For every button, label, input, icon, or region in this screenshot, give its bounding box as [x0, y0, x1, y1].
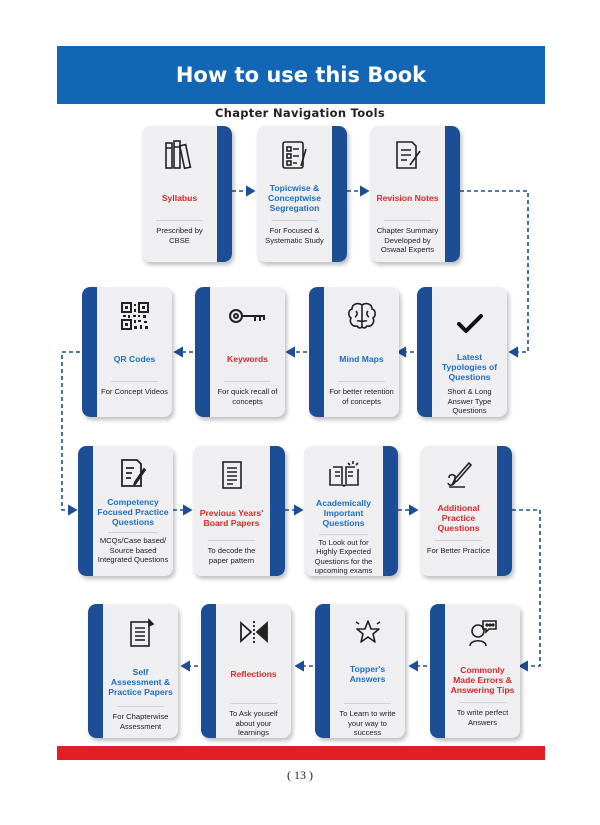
books-icon: [160, 138, 200, 172]
card-title: Latest Typologies of Questions: [441, 352, 498, 382]
card-keywords: [195, 287, 285, 417]
card-title: Academically Important Questions: [316, 498, 371, 529]
card-title: Mind Maps: [339, 354, 384, 364]
card-title: QR Codes: [113, 354, 156, 364]
card-divider: [459, 702, 506, 703]
card-stripe: [201, 604, 216, 738]
document-pencil-icon: [113, 456, 153, 490]
card-qr-codes: [82, 287, 172, 417]
card-latest-typologies: [417, 287, 507, 417]
card-description: MCQs/Case based/ Source based Integrated Questions: [97, 536, 169, 565]
card-title: Previous Years' Board Papers: [199, 508, 264, 528]
card-stripe: [332, 126, 347, 262]
card-title: Competency Focused Practice Questions: [97, 497, 169, 527]
card-description: To decode the paper pattern: [207, 546, 256, 565]
card-divider: [319, 534, 368, 535]
card-stripe: [430, 604, 445, 738]
card-academically-important: [304, 446, 398, 576]
open-book-icon: [324, 458, 364, 489]
card-description: To Ask youself about your learnings: [229, 709, 278, 738]
card-title: Self Assessment & Practice Papers: [108, 667, 173, 697]
card-title: Syllabus: [161, 193, 198, 203]
brain-icon: [342, 299, 382, 333]
card-divider: [117, 706, 164, 707]
card-additional-practice: [420, 446, 512, 576]
card-divider: [224, 381, 271, 382]
card-mind-maps: [309, 287, 399, 417]
card-stripe: [78, 446, 93, 576]
card-divider: [435, 540, 483, 541]
card-topicwise: [257, 126, 347, 262]
card-self-assessment: [88, 604, 178, 738]
page-title: How to use this Book: [175, 63, 427, 87]
checkmark-icon: [450, 307, 490, 341]
card-description: To Learn to write your way to success: [339, 709, 396, 738]
card-divider: [384, 220, 431, 221]
card-divider: [230, 703, 277, 704]
paper-icon: [212, 458, 252, 492]
card-divider: [208, 540, 256, 541]
card-description: For Focused & Systematic Study: [265, 226, 324, 245]
card-divider: [111, 381, 158, 382]
card-stripe: [445, 126, 460, 262]
card-divider: [108, 532, 158, 533]
card-description: For Concept Videos: [101, 387, 168, 396]
person-speech-icon: [463, 616, 503, 650]
card-divider: [338, 381, 385, 382]
card-competency-focused: [78, 446, 173, 576]
card-description: Prescribed by CBSE: [156, 226, 203, 245]
footer-bar: [57, 746, 545, 760]
card-description: To Look out for Highly Expected Questions for the upcoming exams: [314, 537, 373, 576]
card-previous-years-papers: [193, 446, 285, 576]
card-reflections: [201, 604, 291, 738]
card-stripe: [497, 446, 512, 576]
card-divider: [344, 703, 391, 704]
card-description: Short & Long Answer Type Questions: [447, 387, 492, 416]
card-description: For quick recall of concepts: [217, 387, 278, 406]
card-description: For Better Practice: [426, 546, 491, 555]
card-title: Topper's Answers: [349, 664, 386, 685]
card-title: Additional Practice Questions: [437, 503, 480, 533]
card-stripe: [383, 446, 398, 576]
qr-code-icon: [115, 299, 155, 333]
card-description: To write perfect Answers: [456, 708, 509, 727]
key-icon: [228, 299, 268, 333]
card-toppers-answers: [315, 604, 405, 738]
card-title: Revision Notes: [376, 193, 439, 203]
card-description: For Chapterwise Assessment: [112, 712, 169, 731]
card-stripe: [195, 287, 210, 417]
card-divider: [156, 220, 203, 221]
card-revision-notes: [370, 126, 460, 262]
assessment-sheet-icon: [121, 616, 161, 650]
checklist-icon: [275, 138, 315, 172]
card-stripe: [217, 126, 232, 262]
card-divider: [271, 220, 318, 221]
section-subtitle: Chapter Navigation Tools: [214, 106, 386, 120]
card-stripe: [417, 287, 432, 417]
page-number: ( 13 ): [287, 768, 313, 782]
star-icon: [348, 616, 388, 649]
mirror-icon: [234, 616, 274, 649]
card-title: Keywords: [226, 354, 269, 364]
card-title: Reflections: [230, 669, 277, 680]
card-stripe: [82, 287, 97, 417]
card-title: Topicwise & Conceptwise Segregation: [267, 183, 321, 213]
card-description: Chapter Summary Developed by Oswaal Experts: [376, 226, 439, 255]
card-title: Commonly Made Errors & Answering Tips: [450, 665, 515, 695]
card-syllabus: [142, 126, 232, 262]
card-description: For better retention of concepts: [329, 387, 394, 406]
card-stripe: [270, 446, 285, 576]
card-stripe: [315, 604, 330, 738]
card-stripe: [88, 604, 103, 738]
card-stripe: [309, 287, 324, 417]
hand-writing-icon: [439, 458, 479, 492]
notes-pen-icon: [388, 138, 428, 172]
card-commonly-made-errors: [430, 604, 520, 738]
